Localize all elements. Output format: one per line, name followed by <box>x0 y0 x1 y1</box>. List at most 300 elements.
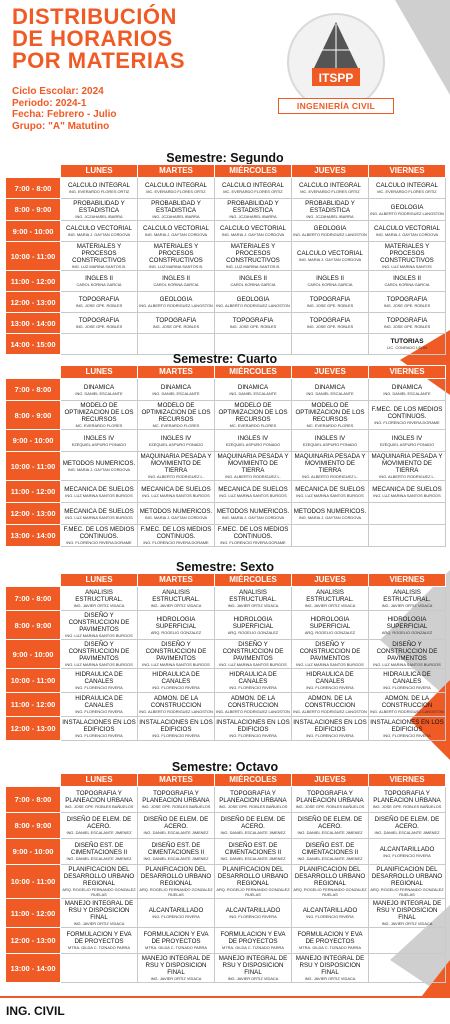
teacher-name: ARQ. ROGELIO FERNANDO GONZALEZ RUELAS <box>139 887 213 897</box>
table-row <box>6 693 446 717</box>
class-cell <box>61 839 138 865</box>
subject-name: INGLES IV <box>83 434 115 442</box>
class-cell <box>138 787 215 813</box>
teacher-name: MC. EVERARDO FLORES <box>75 423 123 428</box>
teacher-name: ARQ. ROGELIO FERNANDO GONZALEZ RUELAS <box>62 887 136 897</box>
class-cell <box>61 481 138 503</box>
table-row <box>6 481 446 503</box>
subject-name: DINAMICA <box>160 383 192 391</box>
teacher-name: ING. LUZ MARINA SANTOS B. <box>71 264 127 269</box>
subject-name: ANALISIS ESTRUCTURAL. <box>383 589 431 603</box>
subject-name: GEOLOGIA <box>390 203 424 211</box>
subject-name: GEOLOGIA <box>159 296 193 303</box>
subject-name: INSTALACIONES EN LOS EDIFICIOS <box>62 719 136 733</box>
class-cell <box>369 379 446 401</box>
class-cell <box>215 178 292 199</box>
subject-name: TOPOGRAFIA Y PLANEACION URBANA <box>373 790 441 804</box>
class-cell <box>369 430 446 452</box>
subject-name: MODELO DE OPTIMIZACION DE LOS RECURSOS <box>218 402 288 423</box>
class-cell <box>292 865 369 899</box>
subject-name: GEOLOGIA <box>313 225 347 232</box>
class-cell <box>215 928 292 954</box>
subject-name: INSTALACIONES EN LOS EDIFICIOS <box>216 719 290 733</box>
subject-name: PLANIFICACION DEL DESARROLLO URBANO REGIONAL <box>63 866 135 887</box>
class-cell <box>292 452 369 481</box>
subject-name: MECANICA DE SUELOS <box>141 485 211 493</box>
time-slot: 11:00 - 12:00 <box>6 481 61 503</box>
day-header: VIERNES <box>369 366 446 379</box>
class-cell <box>369 313 446 334</box>
day-header: MIÉRCOLES <box>215 366 292 379</box>
teacher-name: ING. FLORENCIO RIVERA <box>75 685 123 690</box>
teacher-name: ING. LUZ MARINA SANTOS B. <box>148 264 204 269</box>
teacher-name: ING. LUZ MARINA SANTOS BURGOS <box>142 662 210 667</box>
table-row <box>6 954 446 983</box>
subject-name: METODOS NUMERICOS. <box>62 460 136 467</box>
time-slot: 13:00 - 14:00 <box>6 525 61 547</box>
class-cell <box>61 787 138 813</box>
class-cell <box>369 693 446 717</box>
class-cell <box>61 865 138 899</box>
header-blank <box>6 165 61 178</box>
class-cell <box>138 928 215 954</box>
subject-name: CALCULO VECTORIAL <box>143 225 209 232</box>
teacher-name: MC. EVERARDO FLORES ORTIZ <box>223 189 283 194</box>
time-slot: 11:00 - 12:00 <box>6 693 61 717</box>
subject-name: DISEÑO EST. DE CIMENTACIONES II <box>301 842 359 856</box>
class-cell <box>138 430 215 452</box>
day-header: JUEVES <box>292 574 369 587</box>
teacher-name: ARQ. ROGELIO FERNANDO GONZALEZ RUELAS <box>293 887 367 897</box>
subject-name: PROBABLIDAD Y ESTADISTICA <box>305 200 355 214</box>
subject-name: HIDRAULICA DE CANALES <box>75 695 123 709</box>
subject-name: INGLES IV <box>237 434 269 442</box>
subject-name: MECANICA DE SUELOS <box>218 485 288 493</box>
subject-name: HIDROLOGIA SUPERFICIAL <box>386 615 428 630</box>
class-cell <box>138 481 215 503</box>
table-row <box>6 839 446 865</box>
class-cell <box>138 813 215 839</box>
subject-name: TOPOGRAFIA <box>309 317 351 324</box>
time-slot: 7:00 - 8:00 <box>6 787 61 813</box>
day-header: LUNES <box>61 574 138 587</box>
teacher-name: ING. DANIEL ESCALANTE JIMENEZ <box>66 856 132 861</box>
subject-name: MANEJO INTEGRAL DE RSU Y DISPOSICION FINAL <box>64 900 134 921</box>
teacher-name: ING. FLORENCIO RIVERA DORAME <box>220 540 286 545</box>
class-cell <box>215 669 292 693</box>
teacher-name: ING. MARIA J. GAYTAN CORDOVA <box>67 467 131 472</box>
teacher-name: MC. EVERARDO FLORES ORTIZ <box>146 189 206 194</box>
subject-name: F.MEC. DE LOS MEDIOS CONTINUOS. <box>140 526 212 540</box>
subject-name: PLANIFICACION DEL DESARROLLO URBANO REGIONAL <box>140 866 212 887</box>
teacher-name: ING. JAVIER ORTIZ VIDACA <box>227 976 279 981</box>
subject-name: DINAMICA <box>237 383 269 391</box>
teacher-name: ING. JOSE GPE. ROBLES BAÑUELOS <box>295 804 365 809</box>
class-cell <box>215 587 292 611</box>
teacher-name: CAROL KORINA GARCIA <box>76 282 122 287</box>
subject-name: HIDROLOGIA SUPERFICIAL <box>232 615 274 630</box>
header-blank <box>6 366 61 379</box>
subject-name: TOPOGRAFIA <box>309 296 351 303</box>
time-slot: 13:00 - 14:00 <box>6 954 61 983</box>
class-cell <box>369 717 446 741</box>
teacher-name: ING. JOSE GPE. ROBLES <box>229 324 277 329</box>
career-badge: INGENIERÍA CIVIL <box>278 98 394 114</box>
subject-name: DISEÑO DE ELEM. DE ACERO. <box>66 816 132 830</box>
teacher-name: ARQ. ROGELIO FERNANDO GONZALEZ RUELAS <box>370 887 444 897</box>
class-cell <box>292 928 369 954</box>
subject-name: INGLES II <box>239 275 267 282</box>
class-cell <box>292 401 369 430</box>
teacher-name: ING. MARIA J. GAYTAN CORDOVA <box>375 232 439 237</box>
class-cell <box>292 379 369 401</box>
teacher-name: ING. DANIEL ESCALANTE JIMENEZ <box>297 830 363 835</box>
class-cell <box>138 503 215 525</box>
teacher-name: ING. ALBERTO RODRIGUEZ LANGSTON <box>370 210 444 216</box>
subject-name: MAQUINARIA PESADA Y MOVIMIENTO DE TIERRA <box>217 453 289 474</box>
subject-name: DISEÑO EST. DE CIMENTACIONES II <box>224 842 282 856</box>
teacher-name: ING. DANIEL ESCALANTE JIMENEZ <box>143 830 209 835</box>
header-blank <box>6 574 61 587</box>
class-cell <box>369 813 446 839</box>
subject-name: ANALISIS ESTRUCTURAL. <box>306 589 354 603</box>
class-cell <box>292 481 369 503</box>
class-cell <box>215 452 292 481</box>
class-cell <box>138 452 215 481</box>
teacher-name: ING. JOSE GPE. ROBLES <box>152 324 200 329</box>
table-row <box>6 813 446 839</box>
subject-name: DINAMICA <box>314 383 346 391</box>
class-cell <box>369 525 446 547</box>
class-cell <box>138 178 215 199</box>
table-row <box>6 640 446 669</box>
subject-name: MECANICA DE SUELOS <box>295 485 365 493</box>
subject-name: F.MEC. DE LOS MEDIOS CONTINUOS. <box>63 526 135 540</box>
subject-name: DISEÑO Y CONSTRUCCION DE PAVIMENTOS <box>299 641 361 662</box>
table-row <box>6 452 446 481</box>
class-cell <box>292 199 369 221</box>
teacher-name: ING. LUZ MARINA SANTOS BURGOS <box>373 492 441 498</box>
time-slot: 9:00 - 10:00 <box>6 430 61 452</box>
teacher-name: MC. EVERARDO FLORES ORTIZ <box>377 189 437 194</box>
table-row <box>6 178 446 199</box>
teacher-name: ARQ. ROGELIO GONZALEZ <box>381 629 433 635</box>
class-cell <box>61 813 138 839</box>
class-cell <box>369 271 446 292</box>
subject-name: PLANIFICACION DEL DESARROLLO URBANO REGIONAL <box>294 866 366 887</box>
subject-name: DISEÑO DE ELEM. DE ACERO. <box>220 816 286 830</box>
class-cell <box>292 787 369 813</box>
table-row <box>6 899 446 928</box>
subject-name: HIDRAULICA DE CANALES <box>306 671 354 685</box>
subject-name: CALCULO VECTORIAL <box>297 250 363 257</box>
teacher-name: ING. JOSE GPE. ROBLES <box>75 303 123 308</box>
day-header: LUNES <box>61 165 138 178</box>
class-cell <box>215 865 292 899</box>
day-header: JUEVES <box>292 165 369 178</box>
teacher-name: ING. DANIEL ESCALANTE <box>383 390 431 396</box>
class-cell <box>215 242 292 271</box>
teacher-name: ING. MARIA J. GAYTAN CORDOVA <box>144 232 208 237</box>
subject-name: MECANICA DE SUELOS <box>64 507 134 515</box>
subject-name: DISEÑO Y CONSTRUCCION DE PAVIMENTOS <box>68 612 130 633</box>
class-cell <box>138 525 215 547</box>
day-header: LUNES <box>61 366 138 379</box>
subject-name: ADMON. DE LA CONSTRUCCION <box>381 695 433 709</box>
subject-name: CALCULO VECTORIAL <box>220 225 286 232</box>
teacher-name: MTRA. GILDA C. TIZNADO PARRA <box>68 945 130 950</box>
class-cell <box>292 587 369 611</box>
class-cell <box>292 899 369 928</box>
class-cell <box>138 242 215 271</box>
time-slot: 10:00 - 11:00 <box>6 669 61 693</box>
teacher-name: ING. FLORENCIO RIVERA <box>152 685 200 690</box>
meta-line: Fecha: Febrero - Julio <box>12 109 117 120</box>
subject-name: F.MEC. DE LOS MEDIOS CONTINUOS. <box>217 526 289 540</box>
class-cell <box>292 525 369 547</box>
teacher-name: ING. ALBERTO RODRIGUEZ LANGSTON <box>139 709 213 714</box>
subject-name: ADMON. DE LA CONSTRUCCION <box>227 695 279 709</box>
class-cell <box>215 899 292 928</box>
subject-name: MAQUINARIA PESADA Y MOVIMIENTO DE TIERRA <box>140 453 212 474</box>
subject-name: MANEJO INTEGRAL DE RSU Y DISPOSICION FINAL <box>295 955 365 976</box>
class-cell <box>369 503 446 525</box>
teacher-name: ING. FLORENCIO RIVERA <box>383 852 431 858</box>
subject-name: TOPOGRAFIA <box>78 317 120 324</box>
title-line: POR MATERIAS <box>12 48 186 73</box>
class-cell <box>292 813 369 839</box>
class-cell <box>215 787 292 813</box>
teacher-name: ING. JOSE GPE. ROBLES <box>306 324 354 329</box>
day-header: LUNES <box>61 774 138 787</box>
class-cell <box>292 313 369 334</box>
subject-name: DISEÑO DE ELEM. DE ACERO. <box>374 816 440 830</box>
teacher-name: ING. FLORENCIO RIVERA <box>75 709 123 714</box>
subject-name: DINAMICA <box>391 383 423 391</box>
teacher-name: ARQ. ROGELIO GONZALEZ <box>150 629 202 635</box>
subject-name: DISEÑO Y CONSTRUCCION DE PAVIMENTOS <box>68 641 130 662</box>
teacher-name: ING. FLORENCIO RIVERA DORAME <box>143 540 209 545</box>
class-cell <box>138 313 215 334</box>
class-cell <box>61 669 138 693</box>
subject-name: TOPOGRAFIA <box>155 317 197 324</box>
teacher-name: ING. FLORENCIO RIVERA <box>229 685 277 690</box>
class-cell <box>292 717 369 741</box>
class-cell <box>61 899 138 928</box>
teacher-name: MC. EVERARDO FLORES <box>306 423 354 428</box>
teacher-name: ING. JAVIER ORTIZ VIDACA <box>150 976 202 981</box>
class-cell <box>215 430 292 452</box>
time-slot: 7:00 - 8:00 <box>6 178 61 199</box>
time-slot: 11:00 - 12:00 <box>6 899 61 928</box>
schedule-meta <box>12 86 116 132</box>
teacher-name: ING. ALBERTO RODRIGUEZ LANGSTON <box>370 709 444 714</box>
table-row <box>6 787 446 813</box>
time-slot: 10:00 - 11:00 <box>6 452 61 481</box>
teacher-name: ING. ALBERTO RODRIGUEZ LANGSTON <box>216 303 290 308</box>
subject-name: CALCULO INTEGRAL <box>222 182 284 189</box>
subject-name: INGLES II <box>162 275 190 282</box>
subject-name: TOPOGRAFIA Y PLANEACION URBANA <box>65 790 133 804</box>
class-cell <box>215 954 292 983</box>
teacher-name: EZEQUIEL ASPURO PONADO <box>225 441 281 447</box>
class-cell <box>215 401 292 430</box>
teacher-name: CAROL KORINA GARCIA <box>230 282 276 287</box>
subject-name: DISEÑO DE ELEM. DE ACERO. <box>297 816 363 830</box>
teacher-name: ING. EVERARDO FLORES ORTIZ <box>68 189 130 194</box>
class-cell <box>369 401 446 430</box>
class-cell <box>61 271 138 292</box>
class-cell <box>138 693 215 717</box>
class-cell <box>61 199 138 221</box>
schedule-table <box>5 365 446 547</box>
class-cell <box>369 199 446 221</box>
subject-name: DINAMICA <box>83 383 115 391</box>
class-cell <box>369 452 446 481</box>
teacher-name: ING. LUZ MARINA SANTOS BURGOS <box>65 514 133 520</box>
teacher-name: ING. LUZ MARINA SANTOS BURGOS <box>296 492 364 498</box>
class-cell <box>61 525 138 547</box>
class-cell <box>292 693 369 717</box>
semester-title: Semestre: Segundo <box>166 151 284 165</box>
teacher-name: ING. JAVIER ORTIZ VIDACA <box>73 603 125 608</box>
subject-name: INGLES II <box>85 275 113 282</box>
class-cell <box>61 242 138 271</box>
subject-name: DISEÑO Y CONSTRUCCION DE PAVIMENTOS <box>145 641 207 662</box>
teacher-name: ING. JOSE GPE. ROBLES <box>306 303 354 308</box>
class-cell <box>215 525 292 547</box>
class-cell <box>138 221 215 242</box>
subject-name: DISEÑO Y CONSTRUCCION DE PAVIMENTOS <box>376 641 438 662</box>
teacher-name: MTRA. GILDA C. TIZNADO PARRA <box>222 945 284 950</box>
subject-name: MECANICA DE SUELOS <box>372 485 442 493</box>
teacher-name: ING. LUZ MARINA SANTOS BURGOS <box>65 662 133 667</box>
subject-name: PROBABILIDAD Y ESTADISTICA <box>227 200 279 214</box>
subject-name: TOPOGRAFIA Y PLANEACION URBANA <box>142 790 210 804</box>
teacher-name: ING. JOSE GPE. ROBLES BAÑUELOS <box>64 804 134 809</box>
class-cell <box>369 669 446 693</box>
subject-name: CALCULO INTEGRAL <box>145 182 207 189</box>
teacher-name: ING. FLORENCIO RIVERA <box>383 685 431 690</box>
teacher-name: ING. DANIEL ESCALANTE <box>229 390 277 396</box>
teacher-name: ING. FLORENCIO RIVERA <box>306 914 354 919</box>
class-cell <box>61 401 138 430</box>
teacher-name: ING. ALBERTO RODRIGUEZ LANGSTON <box>139 303 213 308</box>
day-header: VIERNES <box>369 774 446 787</box>
day-header: MIÉRCOLES <box>215 165 292 178</box>
class-cell <box>292 611 369 640</box>
meta-line: Grupo: "A" Matutino <box>12 120 110 132</box>
table-row <box>6 611 446 640</box>
subject-name: TOPOGRAFIA <box>386 317 428 324</box>
time-slot: 8:00 - 9:00 <box>6 401 61 430</box>
class-cell <box>138 401 215 430</box>
semester-title: Semestre: Cuarto <box>172 352 278 366</box>
teacher-name: ING. JAVIER ORTIZ VIDACA <box>227 603 279 608</box>
class-cell <box>292 242 369 271</box>
class-cell <box>138 669 215 693</box>
title-line: DISTRIBUCIÓN <box>12 4 177 29</box>
teacher-name: CAROL KORINA GARCIA <box>153 282 199 287</box>
subject-name: TOPOGRAFIA <box>386 296 428 303</box>
class-cell <box>61 717 138 741</box>
teacher-name: CAROL KORINA GARCIA <box>384 282 430 287</box>
class-cell <box>61 954 138 983</box>
class-cell <box>292 954 369 983</box>
teacher-name: MTRA. GILDA C. TIZNADO PARRA <box>299 945 361 950</box>
teacher-name: ING. LUZ MARINA SANTOS BURGOS <box>219 662 287 667</box>
subject-name: MATERIALES Y PROCESOS CONSTRUCTIVOS <box>72 243 126 264</box>
subject-name: MATERIALES Y PROCESOS CONSTRUCTIVOS <box>380 243 434 264</box>
subject-name: HIDRAULICA DE CANALES <box>383 671 431 685</box>
teacher-name: ING. DANIEL ESCALANTE <box>152 390 200 396</box>
teacher-name: ING. FLORENCIO RIVERA <box>229 914 277 919</box>
class-cell <box>138 271 215 292</box>
subject-name: ALCANTARILLADO <box>148 907 204 914</box>
table-row <box>6 401 446 430</box>
schedule-table <box>5 573 446 741</box>
subject-name: CALCULO INTEGRAL <box>376 182 438 189</box>
time-slot: 7:00 - 8:00 <box>6 587 61 611</box>
time-slot: 14:00 - 15:00 <box>6 334 61 355</box>
subject-name: DISEÑO EST. DE CIMENTACIONES II <box>70 842 128 856</box>
subject-name: MANEJO INTEGRAL DE RSU Y DISPOSICION FINAL <box>141 955 211 976</box>
class-cell <box>138 899 215 928</box>
class-cell <box>215 503 292 525</box>
subject-name: PLANIFICACION DEL DESARROLLO URBANO REGIONAL <box>371 866 443 887</box>
class-cell <box>215 271 292 292</box>
teacher-name: ING. MARIA J. GAYTAN CORDOVA <box>221 232 285 237</box>
subject-name: METODOS NUMERICOS. <box>139 507 213 515</box>
teacher-name: MTRA. GILDA C. TIZNADO PARRA <box>145 945 207 950</box>
subject-name: FORMULACION Y EVA DE PROYECTOS <box>220 931 286 945</box>
class-cell <box>215 221 292 242</box>
subject-name: HIDROLOGIA SUPERFICIAL <box>155 615 197 630</box>
subject-name: MODELO DE OPTIMIZACION DE LOS RECURSOS <box>64 402 134 423</box>
subject-name: TOPOGRAFIA <box>78 296 120 303</box>
subject-name: TUTORIAS <box>390 338 424 345</box>
time-slot: 12:00 - 13:00 <box>6 292 61 313</box>
subject-name: ANALISIS ESTRUCTURAL. <box>229 589 277 603</box>
table-row <box>6 717 446 741</box>
subject-name: ADMON. DE LA CONSTRUCCION <box>304 695 356 709</box>
teacher-name: ING. ALBERTO RODRIGUEZ LANGSTON <box>293 232 367 237</box>
subject-name: MANEJO INTEGRAL DE RSU Y DISPOSICION FINAL <box>372 900 442 921</box>
subject-name: INGLES II <box>316 275 344 282</box>
teacher-name: ING. DANIEL ESCALANTE JIMENEZ <box>220 830 286 835</box>
class-cell <box>61 313 138 334</box>
teacher-name: LIC. CONRADO LEON <box>387 345 427 350</box>
class-cell <box>369 292 446 313</box>
teacher-name: MC. EVERARDO FLORES <box>152 423 200 428</box>
time-slot: 13:00 - 14:00 <box>6 313 61 334</box>
table-row <box>6 271 446 292</box>
class-cell <box>61 693 138 717</box>
teacher-name: ING. FLORENCIO RIVERA <box>75 733 123 738</box>
teacher-name: ING. JCZAHAREL IBARRA <box>306 214 354 219</box>
table-row <box>6 865 446 899</box>
table-row <box>6 669 446 693</box>
time-slot: 12:00 - 13:00 <box>6 928 61 954</box>
time-slot: 8:00 - 9:00 <box>6 199 61 221</box>
class-cell <box>61 178 138 199</box>
subject-name: ADMON. DE LA CONSTRUCCION <box>150 695 202 709</box>
teacher-name: ING. ALBERTO RODRIGUEZ L. <box>302 474 358 479</box>
teacher-name: ING. JOSE GPE. ROBLES <box>75 324 123 329</box>
subject-name: HIDRAULICA DE CANALES <box>152 671 200 685</box>
subject-name: FORMULACION Y EVA DE PROYECTOS <box>297 931 363 945</box>
class-cell <box>61 379 138 401</box>
